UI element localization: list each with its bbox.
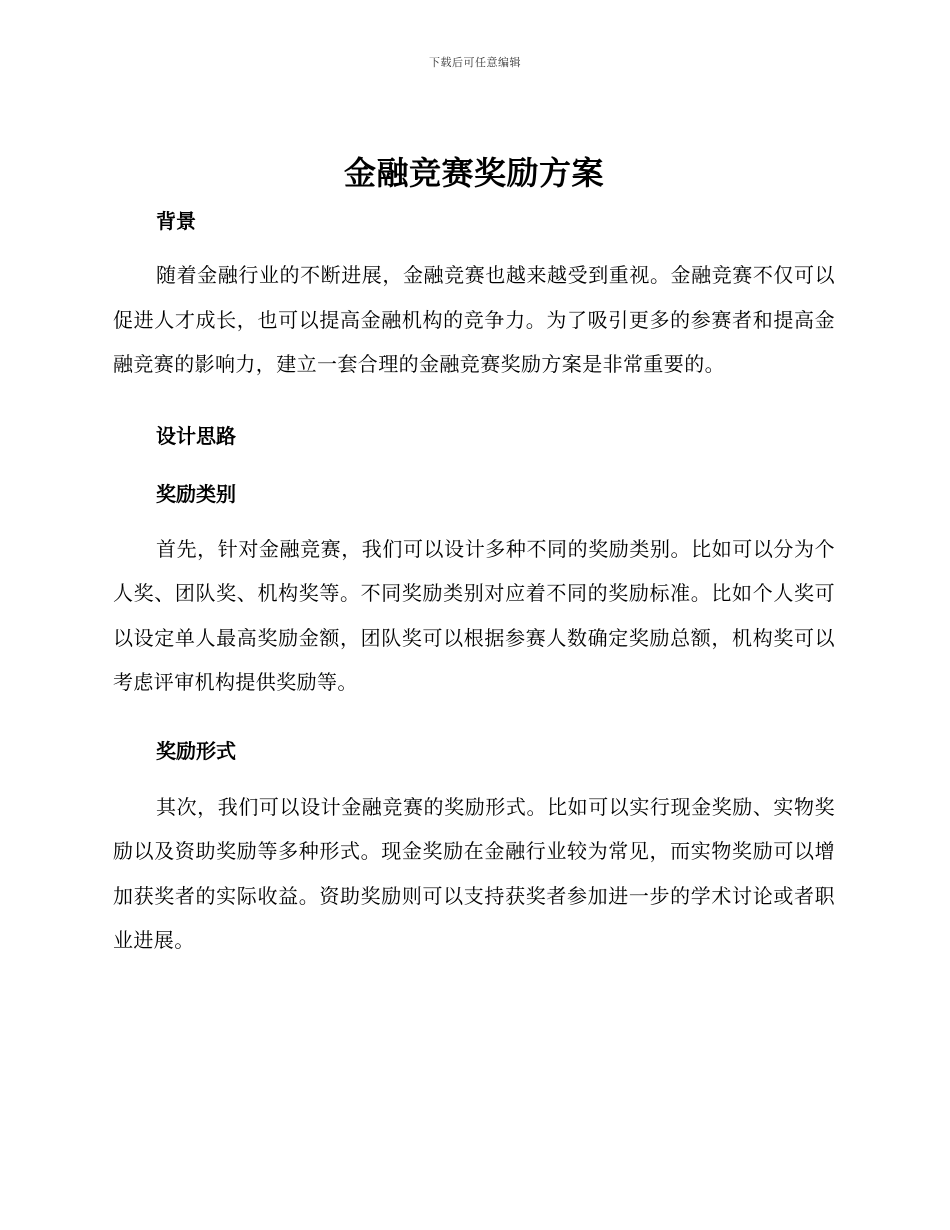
section-paragraph-forms: 其次，我们可以设计金融竞赛的奖励形式。比如可以实行现金奖励、实物奖励以及资助奖励等多种形式。现金奖励在金融行业较为常见，而实物奖励可以增加获奖者的实际收益。资助奖励则可以支持获奖者参加进一步的学术讨论或者职业进展。	[113, 794, 835, 952]
document-body	[113, 148, 835, 963]
document-title: 金融竞赛奖励方案	[343, 154, 604, 192]
section-paragraph-background: 随着金融行业的不断进展，金融竞赛也越来越受到重视。金融竞赛不仅可以促进人才成长，也可以提高金融机构的竞争力。为了吸引更多的参赛者和提高金融竞赛的影响力，建立一套合理的金融竞赛奖励方案是非常重要的。	[113, 263, 835, 376]
section-heading-design: 设计思路	[156, 423, 236, 448]
section-paragraph-categories: 首先，针对金融竞赛，我们可以设计多种不同的奖励类别。比如可以分为个人奖、团队奖、机构奖等。不同奖励类别对应着不同的奖励标准。比如个人奖可以设定单人最高奖励金额，团队奖可以根据参赛人数确定奖励总额，机构奖可以考虑评审机构提供奖励等。	[113, 536, 835, 694]
header-note: 下载后可任意编辑	[429, 56, 521, 69]
section-heading-categories: 奖励类别	[156, 481, 236, 506]
section-heading-background: 背景	[156, 209, 196, 233]
section-heading-forms: 奖励形式	[156, 738, 236, 763]
